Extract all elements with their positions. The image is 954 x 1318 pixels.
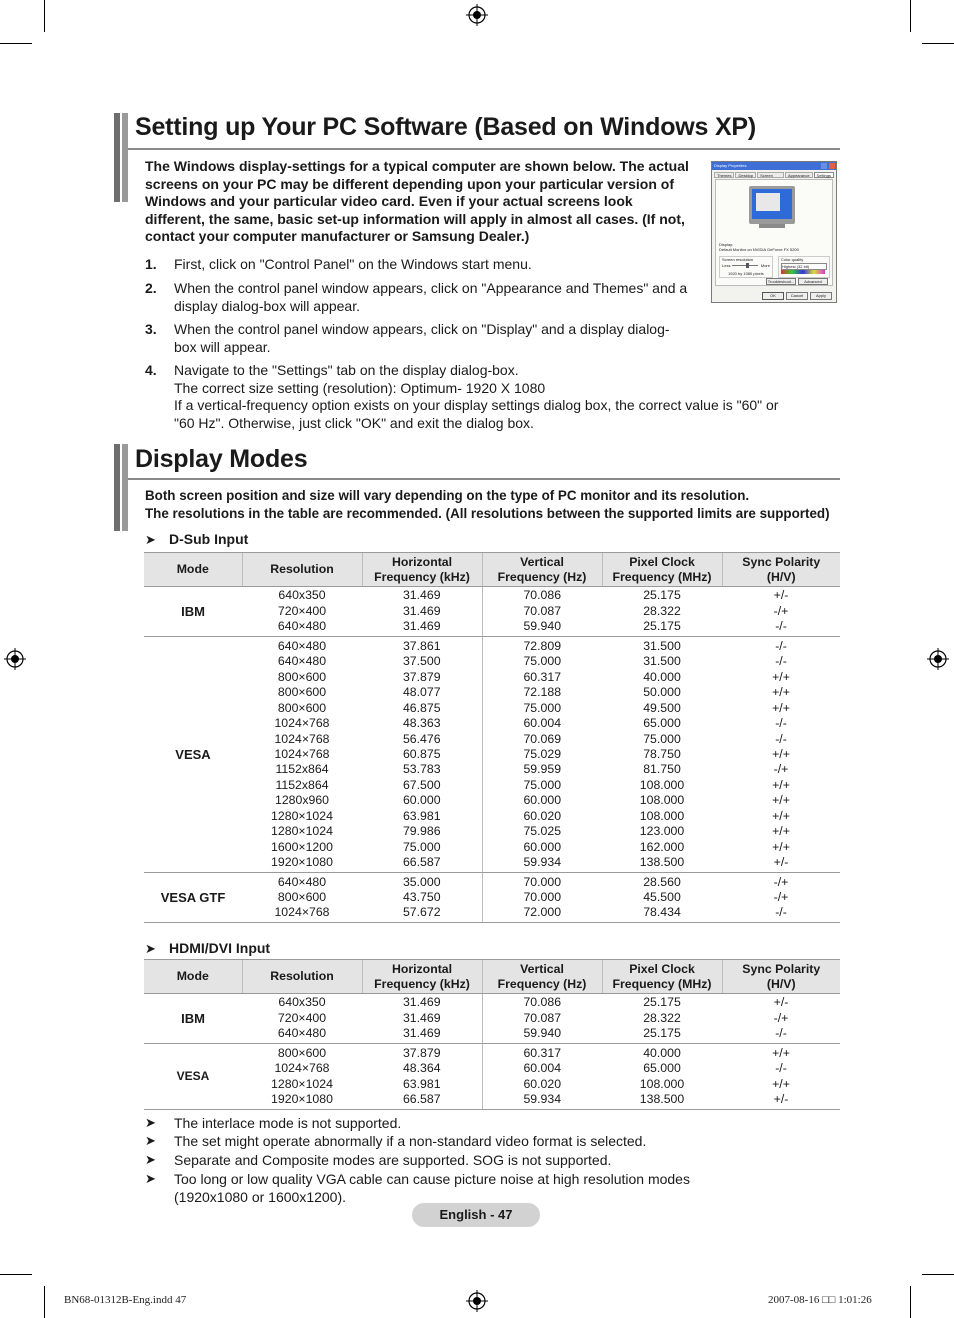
value-cell [482, 587, 602, 637]
help-icon [821, 163, 827, 169]
color-select[interactable]: Highest (32 bit) [781, 263, 827, 270]
cell-value: +/+ [772, 793, 790, 808]
table-header: Resolution [242, 960, 362, 994]
arrow-icon: ➤ [145, 941, 156, 956]
value-cell [362, 994, 482, 1044]
cell-value: 28.560 [643, 874, 681, 889]
table-header: Horizontal Frequency (kHz) [362, 960, 482, 994]
crop-mark [0, 1274, 32, 1275]
arrow-icon: ➤ [145, 1152, 156, 1167]
crop-mark [910, 0, 911, 32]
table-header: Mode [144, 553, 242, 587]
cell-value: 1024×768 [274, 746, 330, 761]
cell-value: 31.469 [402, 1010, 441, 1025]
value-cell [362, 637, 482, 873]
cell-value: 75.025 [523, 824, 562, 839]
cell-value: 800×600 [277, 700, 327, 715]
registration-mark-icon [927, 648, 949, 670]
cell-value: +/+ [772, 1045, 790, 1060]
section-title: Display Modes [135, 445, 308, 473]
cell-value: 50.000 [643, 685, 681, 700]
cell-value: 1024×768 [274, 716, 330, 731]
cell-value: 57.672 [402, 905, 441, 920]
cell-value: -/- [775, 716, 787, 731]
display-properties-screenshot [711, 161, 837, 303]
slider-thumb[interactable] [746, 263, 749, 268]
table-row [144, 873, 840, 923]
cell-value: 720×400 [277, 1010, 327, 1025]
cell-value: 60.000 [523, 793, 562, 808]
cell-value: -/- [775, 1061, 787, 1076]
cell-value: 1280x960 [274, 793, 330, 808]
cell-value: 640×480 [277, 874, 327, 889]
cell-value: 59.940 [523, 1026, 562, 1041]
cell-value: 1024×768 [274, 905, 330, 920]
cell-value: 31.500 [643, 654, 681, 669]
table-header: Vertical Frequency (Hz) [482, 553, 602, 587]
hdmi-heading: ➤ HDMI/DVI Input [145, 940, 271, 956]
cell-value: 640×480 [277, 638, 327, 653]
cell-value: 59.934 [523, 1092, 562, 1107]
value-cell [482, 873, 602, 923]
cell-value: +/- [773, 855, 789, 870]
display-modes-intro-1: Both screen position and size will vary depending on the type of PC monitor and its resolution. [145, 488, 750, 503]
cell-value: +/+ [772, 669, 790, 684]
cell-value: 59.959 [523, 762, 562, 777]
cell-value: 60.004 [523, 1061, 562, 1076]
cell-value: 28.322 [643, 603, 681, 618]
cell-value: 25.175 [643, 1026, 681, 1041]
cell-value: 800×600 [277, 1045, 327, 1060]
value-cell [722, 1044, 840, 1110]
cell-value: 43.750 [402, 890, 441, 905]
cell-value: 31.469 [402, 995, 441, 1010]
section-bar [122, 113, 128, 202]
cell-value: 63.981 [402, 808, 441, 823]
table-header: Sync Polarity (H/V) [722, 553, 840, 587]
cell-value: -/+ [773, 762, 789, 777]
value-cell [602, 637, 722, 873]
cell-value: 78.750 [643, 746, 681, 761]
cell-value: 59.940 [523, 619, 562, 634]
cell-value: -/- [775, 731, 787, 746]
mode-cell: VESA [144, 1044, 242, 1110]
cell-value: 59.934 [523, 855, 562, 870]
cell-value: -/+ [773, 1010, 789, 1025]
cell-value: 31.469 [402, 588, 441, 603]
step-2: 2. When the control panel window appears, click on "Appearance and Themes" and a display dialog-box will appear. [145, 280, 688, 314]
apply-button[interactable]: Apply [810, 292, 832, 300]
cell-value: 72.000 [523, 905, 562, 920]
cell-value: 81.750 [643, 762, 681, 777]
cell-value: 60.000 [523, 839, 562, 854]
table-header: Vertical Frequency (Hz) [482, 960, 602, 994]
table-header: Pixel Clock Frequency (MHz) [602, 553, 722, 587]
crop-mark [910, 1286, 911, 1318]
value-cell [722, 994, 840, 1044]
resolution-slider[interactable] [732, 265, 758, 266]
cell-value: 1600×1200 [271, 839, 333, 854]
cell-value: 75.000 [523, 777, 562, 792]
resolution-group: Screen resolution Less More 1920 by 1080 pixels [719, 256, 773, 278]
crop-mark [922, 43, 954, 44]
cell-value: 60.020 [523, 808, 562, 823]
cell-value: -/- [775, 1026, 787, 1041]
section-rule [128, 148, 840, 150]
cell-value: 65.000 [643, 1061, 681, 1076]
cell-value: 37.861 [402, 638, 441, 653]
value-cell [362, 1044, 482, 1110]
cell-value: 63.981 [402, 1076, 441, 1091]
cell-value: 60.000 [402, 793, 441, 808]
cell-value: 31.469 [402, 1026, 441, 1041]
monitor-icon [749, 186, 795, 224]
cell-value: 67.500 [402, 777, 441, 792]
section-bar [114, 444, 120, 531]
cell-value: 60.020 [523, 1076, 562, 1091]
cell-value: 60.875 [402, 746, 441, 761]
cell-value: 108.000 [639, 1076, 685, 1091]
cell-value: +/- [773, 1092, 789, 1107]
cell-value: -/+ [773, 890, 789, 905]
cell-value: 60.317 [523, 1045, 562, 1060]
note: ➤ Separate and Composite modes are supported. SOG is not supported. [145, 1152, 612, 1168]
cell-value: +/+ [772, 824, 790, 839]
arrow-icon: ➤ [145, 1133, 156, 1148]
crop-mark [44, 1286, 45, 1318]
cell-value: 1024×768 [274, 1061, 330, 1076]
cell-value: 138.500 [639, 855, 685, 870]
cell-value: 45.500 [643, 890, 681, 905]
cell-value: 56.476 [402, 731, 441, 746]
cell-value: 1920×1080 [271, 855, 333, 870]
cell-value: +/+ [772, 746, 790, 761]
value-cell [722, 637, 840, 873]
cell-value: 31.500 [643, 638, 681, 653]
cell-value: 35.000 [402, 874, 441, 889]
crop-mark [922, 1274, 954, 1275]
cell-value: 75.029 [523, 746, 562, 761]
step-3: 3. When the control panel window appears, click on "Display" and a display dialog-box will appear. [145, 321, 670, 355]
table-row [144, 587, 840, 637]
value-cell [482, 994, 602, 1044]
cancel-button[interactable]: Cancel [786, 292, 808, 300]
section-title: Setting up Your PC Software (Based on Windows XP) [135, 113, 757, 141]
cell-value: 75.000 [643, 731, 681, 746]
cell-value: 49.500 [643, 700, 681, 715]
arrow-icon: ➤ [145, 532, 156, 547]
cell-value: 108.000 [639, 777, 685, 792]
cell-value: -/+ [773, 874, 789, 889]
registration-mark-icon [4, 648, 26, 670]
cell-value: 53.783 [402, 762, 441, 777]
dialog-titlebar: Display Properties [712, 162, 836, 170]
cell-value: 75.000 [523, 654, 562, 669]
cell-value: 28.322 [643, 1010, 681, 1025]
value-cell [722, 873, 840, 923]
section-rule [128, 478, 840, 480]
cell-value: -/- [775, 638, 787, 653]
cell-value: 46.875 [402, 700, 441, 715]
cell-value: 640x350 [278, 588, 326, 603]
cell-value: 138.500 [639, 1092, 685, 1107]
cell-value: 48.364 [402, 1061, 441, 1076]
cell-value: 1152x864 [275, 762, 329, 777]
table-header: Sync Polarity (H/V) [722, 960, 840, 994]
dialog-panel: Display: Default Monitor on NVIDIA GeForce FX 5200 Screen resolution Less More 1920 by 1080 pixels Color quality Highest (32 bit) Troubleshoot... Advanced [715, 179, 833, 286]
cell-value: 640×480 [277, 654, 327, 669]
value-cell [242, 637, 362, 873]
cell-value: 40.000 [643, 669, 681, 684]
table-header: Mode [144, 960, 242, 994]
value-cell [602, 587, 722, 637]
cell-value: 79.986 [402, 824, 441, 839]
step-4: 4. Navigate to the "Settings" tab on the display dialog-box. The correct size setting (resolution): Optimum- 1920 X 1080 If a vertical-frequency option exists on your display settings dialog box, the correct value is "60" or "60 Hz". Otherwise, just click "OK" and exit the dialog box. [145, 362, 779, 431]
cell-value: 640x350 [278, 995, 326, 1010]
color-group: Color quality Highest (32 bit) [778, 256, 830, 278]
cell-value: 31.469 [402, 603, 441, 618]
cell-value: 800×600 [277, 890, 327, 905]
cell-value: 1280×1024 [271, 808, 333, 823]
value-cell [242, 587, 362, 637]
cell-value: 70.086 [523, 588, 562, 603]
cell-value: 66.587 [402, 855, 441, 870]
cell-value: 70.087 [523, 603, 562, 618]
cell-value: 123.000 [639, 824, 685, 839]
slug-left: BN68-01312B-Eng.indd 47 [64, 1294, 187, 1306]
ok-button[interactable]: OK [762, 292, 784, 300]
dialog-tabs: Themes Desktop Screen Appearance Settings [712, 170, 836, 178]
table-row [144, 1044, 840, 1110]
cell-value: +/- [773, 588, 789, 603]
cell-value: 60.004 [523, 716, 562, 731]
mode-cell: VESA GTF [144, 873, 242, 923]
table-header: Horizontal Frequency (kHz) [362, 553, 482, 587]
cell-value: -/- [775, 905, 787, 920]
dsub-mode-table [144, 552, 840, 923]
slug-right: 2007-08-16 □□ 1:01:26 [768, 1294, 872, 1306]
cell-value: +/+ [772, 685, 790, 700]
arrow-icon: ➤ [145, 1115, 156, 1130]
cell-value: 1280×1024 [271, 824, 333, 839]
hdmi-mode-table [144, 959, 840, 1110]
note: ➤ Too long or low quality VGA cable can cause picture noise at high resolution modes (1920x1080 or 1600x1200). [145, 1171, 690, 1205]
cell-value: 800×600 [277, 669, 327, 684]
close-icon [829, 163, 835, 169]
cell-value: 40.000 [643, 1045, 681, 1060]
cell-value: 72.809 [523, 638, 562, 653]
cell-value: 108.000 [639, 793, 685, 808]
cell-value: 66.587 [402, 1092, 441, 1107]
cell-value: 60.317 [523, 669, 562, 684]
cell-value: 70.000 [523, 874, 562, 889]
mode-cell: VESA [144, 637, 242, 873]
cell-value: 1024×768 [274, 731, 330, 746]
arrow-icon: ➤ [145, 1171, 156, 1186]
cell-value: 70.000 [523, 890, 562, 905]
value-cell [242, 994, 362, 1044]
value-cell [602, 873, 722, 923]
table-header: Pixel Clock Frequency (MHz) [602, 960, 722, 994]
cell-value: +/+ [772, 808, 790, 823]
value-cell [482, 1044, 602, 1110]
intro-paragraph: The Windows display-settings for a typical computer are shown below. The actual screens on your PC may be different depending upon your particular version of Windows and your particular video card. Even if your actual screens look different, the same, basic set-up information will apply in almost all cases. (If not, contact your computer manufacturer or Samsung Dealer.) [145, 158, 689, 245]
cell-value: 37.500 [402, 654, 441, 669]
cell-value: 25.175 [643, 588, 681, 603]
section-bar [114, 113, 120, 202]
cell-value: 800×600 [277, 685, 327, 700]
cell-value: 37.879 [402, 669, 441, 684]
cell-value: +/+ [772, 839, 790, 854]
table-row [144, 637, 840, 873]
cell-value: 75.000 [402, 839, 441, 854]
value-cell [602, 1044, 722, 1110]
cell-value: 65.000 [643, 716, 681, 731]
cell-value: 640×480 [277, 619, 327, 634]
table-header: Resolution [242, 553, 362, 587]
cell-value: 31.469 [402, 619, 441, 634]
value-cell [722, 587, 840, 637]
cell-value: +/+ [772, 700, 790, 715]
cell-value: 720×400 [277, 603, 327, 618]
value-cell [242, 1044, 362, 1110]
registration-mark-icon [466, 1290, 488, 1312]
value-cell [242, 873, 362, 923]
cell-value: 640×480 [277, 1026, 327, 1041]
cell-value: 25.175 [643, 995, 681, 1010]
crop-mark [0, 43, 32, 44]
cell-value: +/- [773, 995, 789, 1010]
page-number: English - 47 [412, 1203, 540, 1227]
troubleshoot-button[interactable]: Troubleshoot... [767, 279, 795, 284]
cell-value: 108.000 [639, 808, 685, 823]
cell-value: 70.069 [523, 731, 562, 746]
cell-value: 72.188 [523, 685, 562, 700]
note: ➤ The set might operate abnormally if a non-standard video format is selected. [145, 1133, 647, 1149]
cell-value: 25.175 [643, 619, 681, 634]
cell-value: +/+ [772, 1076, 790, 1091]
cell-value: 1152x864 [275, 777, 329, 792]
value-cell [362, 873, 482, 923]
value-cell [482, 637, 602, 873]
display-modes-intro-2: The resolutions in the table are recommended. (All resolutions between the supported limits are supported) [145, 506, 830, 521]
cell-value: 1920×1080 [271, 1092, 333, 1107]
registration-mark-icon [466, 4, 488, 26]
cell-value: 70.086 [523, 995, 562, 1010]
value-cell [362, 587, 482, 637]
mode-cell: IBM [144, 994, 242, 1044]
cell-value: 1280×1024 [271, 1076, 333, 1091]
cell-value: +/+ [772, 777, 790, 792]
cell-value: 37.879 [402, 1045, 441, 1060]
section-bar [122, 444, 128, 531]
dsub-heading: ➤ D-Sub Input [145, 531, 249, 547]
cell-value: 70.087 [523, 1010, 562, 1025]
cell-value: -/- [775, 654, 787, 669]
step-1: 1. First, click on "Control Panel" on the Windows start menu. [145, 256, 532, 272]
crop-mark [44, 0, 45, 32]
cell-value: -/- [775, 619, 787, 634]
value-cell [602, 994, 722, 1044]
advanced-button[interactable]: Advanced [798, 278, 828, 285]
cell-value: 48.363 [402, 716, 441, 731]
note: ➤ The interlace mode is not supported. [145, 1115, 402, 1131]
cell-value: 75.000 [523, 700, 562, 715]
cell-value: -/+ [773, 603, 789, 618]
cell-value: 78.434 [643, 905, 681, 920]
mode-cell: IBM [144, 587, 242, 637]
table-row [144, 994, 840, 1044]
cell-value: 48.077 [402, 685, 441, 700]
cell-value: 162.000 [639, 839, 685, 854]
